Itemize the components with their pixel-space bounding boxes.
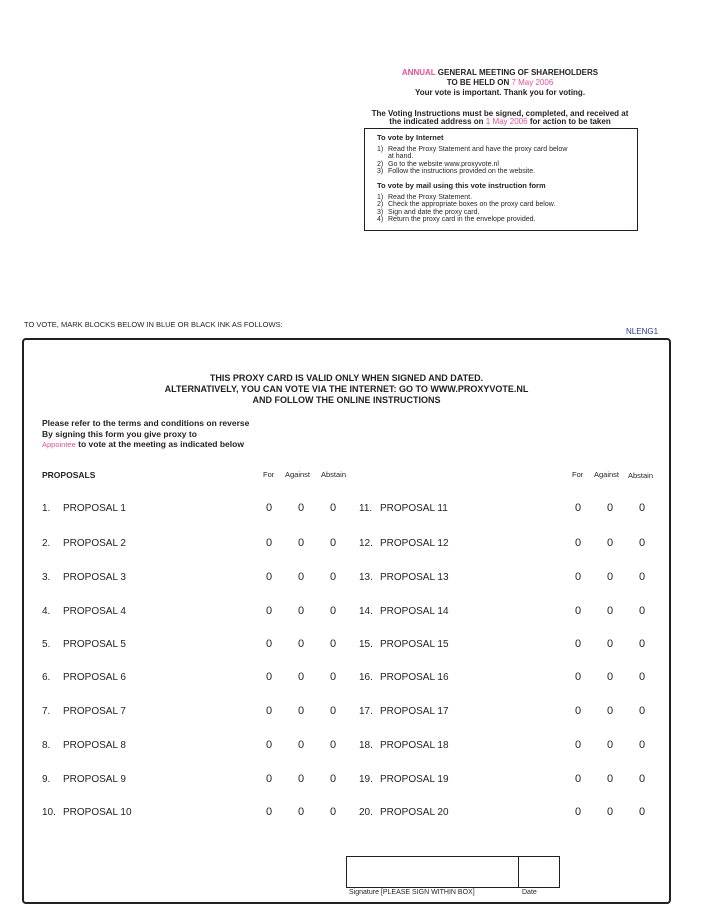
refer-line1: Please refer to the terms and conditions on reverse — [42, 418, 250, 428]
proposal-label: PROPOSAL 14 — [380, 606, 449, 617]
proposal-number: 19. — [359, 774, 373, 785]
vote-against-option[interactable]: 0 — [297, 705, 305, 717]
proposal-number: 18. — [359, 740, 373, 751]
step-number: 1) — [377, 146, 384, 154]
vote-for-option[interactable]: 0 — [265, 773, 273, 785]
proposal-number: 3. — [42, 572, 51, 583]
form-code: NLENG1 — [626, 327, 659, 336]
proposal-number: 6. — [42, 672, 51, 683]
vote-against-option[interactable]: 0 — [297, 537, 305, 549]
proposal-number: 1. — [42, 503, 51, 514]
vote-against-option[interactable]: 0 — [297, 773, 305, 785]
proposal-number: 16. — [359, 672, 373, 683]
proposal-number: 15. — [359, 639, 373, 650]
proposal-label: PROPOSAL 10 — [63, 807, 132, 818]
vote-for-option[interactable]: 0 — [265, 537, 273, 549]
vote-for-option[interactable]: 0 — [574, 705, 582, 717]
mail-steps — [375, 194, 627, 223]
vote-for-option[interactable]: 0 — [574, 537, 582, 549]
vote-against-option[interactable]: 0 — [606, 571, 614, 583]
proposal-label: PROPOSAL 9 — [63, 774, 126, 785]
proposal-label: PROPOSAL 13 — [380, 572, 449, 583]
instruction-step — [377, 146, 627, 153]
proposal-label: PROPOSAL 8 — [63, 740, 126, 751]
vote-against-option[interactable]: 0 — [606, 605, 614, 617]
valid-line3: AND FOLLOW THE ONLINE INSTRUCTIONS — [252, 395, 441, 405]
step-text: Go to the website www.proxyvote.nl — [388, 160, 499, 168]
vote-for-option[interactable]: 0 — [574, 806, 582, 818]
proposal-number: 11. — [359, 503, 373, 514]
vote-against-option[interactable]: 0 — [297, 571, 305, 583]
internet-title: To vote by Internet — [377, 133, 444, 142]
col-against-left: Against — [285, 470, 311, 479]
instruction-step — [377, 168, 627, 175]
proposal-number: 13. — [359, 572, 373, 583]
proposal-label: PROPOSAL 18 — [380, 740, 449, 751]
col-abstain-left: Abstain — [321, 470, 347, 479]
step-number: 1) — [377, 194, 384, 202]
meeting-date — [360, 78, 640, 88]
deadline-date: 1 May 2006 — [485, 117, 528, 126]
signature-label: Signature [PLEASE SIGN WITHIN BOX] — [349, 889, 475, 896]
proposal-label: PROPOSAL 7 — [63, 706, 126, 717]
refer-text — [42, 418, 249, 451]
vote-against-option[interactable]: 0 — [297, 806, 305, 818]
meeting-title-text: GENERAL MEETING OF SHAREHOLDERS — [437, 68, 599, 77]
proposal-label: PROPOSAL 12 — [380, 538, 449, 549]
vote-for-option[interactable]: 0 — [265, 571, 273, 583]
col-for-left: For — [263, 470, 275, 479]
proposal-label: PROPOSAL 6 — [63, 672, 126, 683]
vote-for-option[interactable]: 0 — [265, 705, 273, 717]
refer-line3-text: to vote at the meeting as indicated below — [78, 439, 244, 449]
vote-abstain-option[interactable]: 0 — [329, 773, 337, 785]
proposal-number: 17. — [359, 706, 373, 717]
vote-against-option[interactable]: 0 — [606, 739, 614, 751]
step-number: 4) — [377, 215, 384, 223]
vote-for-option[interactable]: 0 — [265, 671, 273, 683]
vote-abstain-option[interactable]: 0 — [329, 502, 337, 514]
vote-abstain-option[interactable]: 0 — [329, 671, 337, 683]
proposal-number: 2. — [42, 538, 51, 549]
proposal-number: 7. — [42, 706, 51, 717]
vote-against-option[interactable]: 0 — [606, 502, 614, 514]
vote-for-option[interactable]: 0 — [574, 638, 582, 650]
vote-abstain-option[interactable]: 0 — [638, 502, 646, 514]
step-number: 3) — [377, 167, 384, 175]
proposal-number: 9. — [42, 774, 51, 785]
deadline-text-a: the indicated address on — [389, 117, 484, 126]
proposal-label: PROPOSAL 15 — [380, 639, 449, 650]
col-against-right: Against — [594, 470, 620, 479]
vote-abstain-option[interactable]: 0 — [638, 739, 646, 751]
vote-abstain-option[interactable]: 0 — [329, 638, 337, 650]
vote-abstain-option[interactable]: 0 — [329, 571, 337, 583]
vote-for-option[interactable]: 0 — [265, 806, 273, 818]
vote-for-option[interactable]: 0 — [574, 773, 582, 785]
vote-against-option[interactable]: 0 — [297, 638, 305, 650]
vote-for-option[interactable]: 0 — [574, 502, 582, 514]
valid-line2: ALTERNATIVELY, YOU CAN VOTE VIA THE INTERNET: GO TO WWW.PROXYVOTE.NL — [164, 384, 529, 394]
appointee: Appointee — [42, 440, 76, 449]
vote-abstain-option[interactable]: 0 — [329, 605, 337, 617]
vote-against-option[interactable]: 0 — [297, 739, 305, 751]
signature-date-divider — [518, 856, 519, 888]
vote-abstain-option[interactable]: 0 — [638, 537, 646, 549]
step-text: Read the Proxy Statement. — [388, 194, 473, 202]
step-text: Sign and date the proxy card. — [388, 208, 480, 216]
held-on-date: 7 May 2006 — [511, 78, 554, 87]
proposal-number: 10. — [42, 807, 56, 818]
vote-abstain-option[interactable]: 0 — [329, 739, 337, 751]
date-label: Date — [522, 889, 537, 896]
instruction-step — [377, 153, 627, 160]
held-on-label: TO BE HELD ON — [446, 78, 510, 87]
instruction-step — [377, 194, 627, 201]
vote-against-option[interactable]: 0 — [606, 773, 614, 785]
vote-abstain-option[interactable]: 0 — [638, 705, 646, 717]
proposal-label: PROPOSAL 5 — [63, 639, 126, 650]
proposal-number: 20. — [359, 807, 373, 818]
vote-against-option[interactable]: 0 — [606, 537, 614, 549]
vote-abstain-option[interactable]: 0 — [638, 605, 646, 617]
vote-for-option[interactable]: 0 — [265, 605, 273, 617]
proposal-label: PROPOSAL 2 — [63, 538, 126, 549]
proposal-label: PROPOSAL 11 — [380, 503, 448, 514]
vote-against-option[interactable]: 0 — [606, 638, 614, 650]
vote-against-option[interactable]: 0 — [297, 671, 305, 683]
deadline-line1: The Voting Instructions must be signed, completed, and received at — [371, 109, 629, 118]
proposal-number: 14. — [359, 606, 373, 617]
proposal-label: PROPOSAL 16 — [380, 672, 449, 683]
instructions-box — [364, 128, 638, 231]
proposals-header: PROPOSALS — [42, 470, 96, 480]
instruction-step — [377, 216, 627, 223]
step-number — [377, 153, 388, 160]
proposal-number: 4. — [42, 606, 51, 617]
vote-abstain-option[interactable]: 0 — [638, 806, 646, 818]
vote-for-option[interactable]: 0 — [574, 739, 582, 751]
vote-against-option[interactable]: 0 — [606, 671, 614, 683]
deadline-line2 — [350, 117, 650, 127]
step-number: 2) — [377, 160, 384, 168]
step-text: Follow the instructions provided on the website. — [388, 167, 536, 175]
vote-abstain-option[interactable]: 0 — [638, 638, 646, 650]
proposal-label: PROPOSAL 3 — [63, 572, 126, 583]
vote-against-option[interactable]: 0 — [297, 502, 305, 514]
proposal-label: PROPOSAL 1 — [63, 503, 126, 514]
step-number: 3) — [377, 208, 384, 216]
vote-for-option[interactable]: 0 — [574, 605, 582, 617]
vote-for-option[interactable]: 0 — [574, 571, 582, 583]
meeting-title — [360, 68, 640, 78]
instruction-step — [377, 209, 627, 216]
col-for-right: For — [572, 470, 584, 479]
refer-line2: By signing this form you give proxy to — [42, 428, 197, 439]
proposal-label: PROPOSAL 4 — [63, 606, 126, 617]
vote-abstain-option[interactable]: 0 — [329, 705, 337, 717]
proposal-label: PROPOSAL 19 — [380, 774, 449, 785]
vote-abstain-option[interactable]: 0 — [329, 806, 337, 818]
vote-abstain-option[interactable]: 0 — [638, 571, 646, 583]
proposal-label: PROPOSAL 20 — [380, 807, 449, 818]
vote-abstain-option[interactable]: 0 — [638, 773, 646, 785]
instruction-step — [377, 161, 627, 168]
vote-against-option[interactable]: 0 — [606, 705, 614, 717]
vote-abstain-option[interactable]: 0 — [329, 537, 337, 549]
vote-against-option[interactable]: 0 — [606, 806, 614, 818]
step-number: 2) — [377, 201, 384, 209]
signature-box[interactable] — [346, 856, 560, 888]
vote-for-option[interactable]: 0 — [265, 739, 273, 751]
vote-against-option[interactable]: 0 — [297, 605, 305, 617]
vote-for-option[interactable]: 0 — [265, 638, 273, 650]
vote-important: Your vote is important. Thank you for voting. — [414, 88, 586, 97]
vote-for-option[interactable]: 0 — [265, 502, 273, 514]
col-abstain-right: Abstain — [628, 471, 654, 480]
step-text: at hand. — [388, 153, 414, 161]
step-text: Return the proxy card in the envelope provided. — [388, 215, 536, 223]
vote-for-option[interactable]: 0 — [574, 671, 582, 683]
mark-instruction: TO VOTE, MARK BLOCKS BELOW IN BLUE OR BLACK INK AS FOLLOWS: — [24, 320, 283, 329]
mail-title: To vote by mail using this vote instruction form — [377, 181, 546, 191]
instruction-step — [377, 201, 627, 208]
proposal-number: 12. — [359, 538, 373, 549]
step-text: Read the Proxy Statement and have the proxy card below — [388, 146, 568, 154]
refer-line3 — [42, 439, 249, 451]
vote-abstain-option[interactable]: 0 — [638, 671, 646, 683]
meeting-prefix: ANNUAL — [401, 68, 436, 77]
proposal-number: 5. — [42, 639, 51, 650]
valid-line1: THIS PROXY CARD IS VALID ONLY WHEN SIGNED AND DATED. — [209, 373, 484, 383]
step-text: Check the appropriate boxes on the proxy card below. — [388, 201, 556, 209]
internet-steps — [375, 146, 627, 175]
proposal-number: 8. — [42, 740, 51, 751]
proposal-label: PROPOSAL 17 — [380, 706, 449, 717]
deadline-text-b: for action to be taken — [529, 117, 611, 126]
